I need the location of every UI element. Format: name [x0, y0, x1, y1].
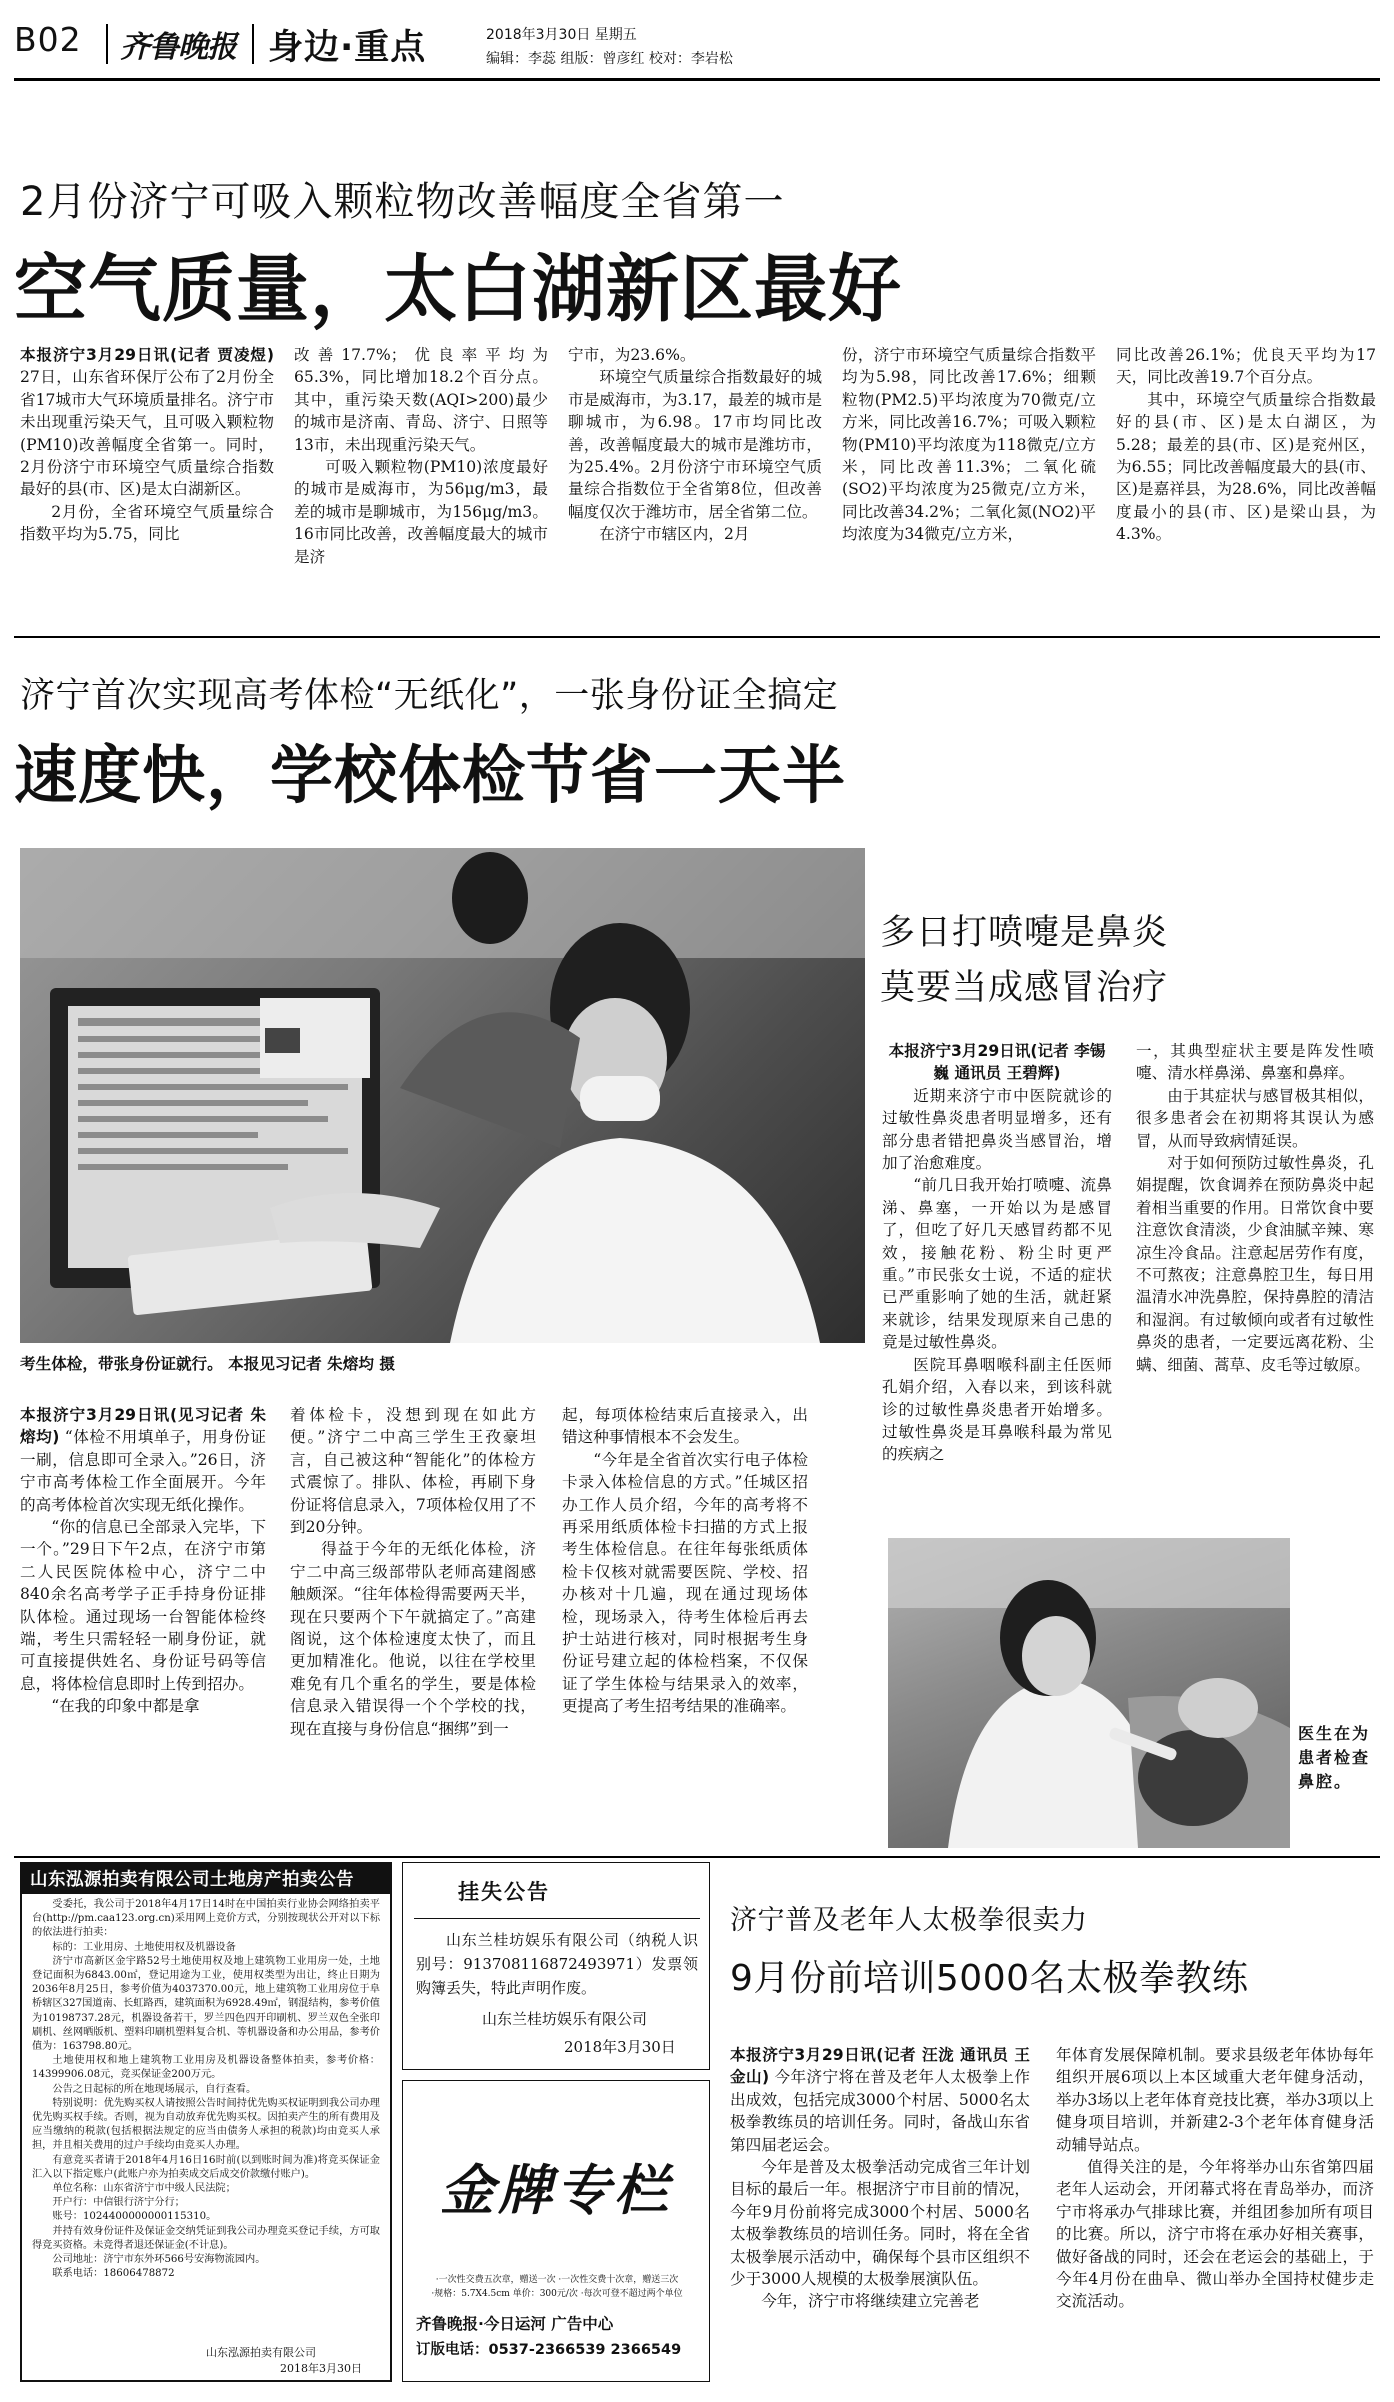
article2-byline: 本报济宁3月29日讯(见习记者 朱熔均) [20, 1406, 266, 1447]
article2-col2-p1: 着体检卡，没想到现在如此方便。”济宁二中高三学生王孜豪坦言，自己被这种“智能化”的体检方式震惊了。排队、体检，再刷下身份证将信息录入，7项体检仅用了不到20分钟。 [290, 1406, 536, 1537]
article3-col2-p3: 对于如何预防过敏性鼻炎，孔娟提醒，饮食调养在预防鼻炎中起着相当重要的作用。日常饮食中要注意饮食清淡，少食油腻辛辣、寒凉生冷食品。注意起居劳作有度，不可熬夜；注意鼻腔卫生，每日用温清水冲洗鼻腔，保持鼻腔的清洁和湿润。有过敏倾向或者有过敏性鼻炎的患者，一定要远离花粉、尘螨、细菌、蒿草、皮毛等过敏原。 [1136, 1154, 1374, 1374]
article3-col2-p1: 一，其典型症状主要是阵发性喷嚏、清水样鼻涕、鼻塞和鼻痒。 [1136, 1042, 1374, 1083]
article1-col4 [842, 344, 1096, 546]
auction-ad-p9: 账号：1024400000000115310。 [52, 2211, 217, 2223]
article4-col2 [1056, 2044, 1374, 2313]
article1-col4-p1: 份，济宁市环境空气质量综合指数平均为5.98，同比改善17.6%；细颗粒物(PM2.5)平均浓度为70微克/立方米，同比改善16.7%；可吸入颗粒物(PM10)平均浓度为118微克/立方米，同比改善11.3%；二氧化硫(SO2)平均浓度为25微克/立方米，同比改善34.2%；二氧化氮(NO2)平均浓度为34微克/立方米， [842, 346, 1096, 544]
article4-headline: 9月份前培训5000名太极拳教练 [730, 1958, 1249, 1999]
article2-subtitle: 济宁首次实现高考体检“无纸化”，一张身份证全搞定 [20, 676, 839, 716]
article2-photo [20, 848, 865, 1343]
article2-col3 [562, 1404, 808, 1718]
column-ad-phone: 订版电话：0537-2366539 2366549 [416, 2342, 682, 2358]
article1-col5-p1: 同比改善26.1%；优良天平均为17天，同比改善19.7个百分点。 [1116, 346, 1376, 387]
article2-col2 [290, 1404, 536, 1740]
article1-col2 [294, 344, 548, 568]
auction-ad-p6: 有意竞买者请于2018年4月16日16时前(以到账时间为准)将竞买保证金汇入以下指定账户(此账户亦为拍卖成交后成交价款缴付账户)。 [32, 2154, 380, 2180]
auction-ad-p1: 标的：工业用房、土地使用权及机器设备 [52, 1941, 236, 1953]
auction-ad-body [32, 1898, 380, 2281]
article2-col3-p2: “今年是全省首次实行电子体检卡录入体检信息的方式。”任城区招办工作人员介绍，今年的高考将不再采用纸质体检卡扫描的方式上报考生体检信息。在往年每张纸质体检卡仅核对就需要医院、学校、招办核对十几遍，现在通过现场体检，现场录入，待考生体检后再去护士站进行核对，同时根据考生身份证号建立起的体检档案，不仅保证了学生体检与结果录入的效率，更提高了考生招考结果的准确率。 [562, 1450, 808, 1716]
article3-col1-p3: 医院耳鼻咽喉科副主任医师孔娟介绍，入春以来，到该科就诊的过敏性鼻炎患者开始增多。过敏性鼻炎是耳鼻喉科最为常见的疾病之 [882, 1355, 1112, 1464]
article1-bottom-rule [14, 636, 1380, 638]
article2-headline: 速度快，学校体检节省一天半 [14, 739, 846, 812]
article4-col1 [730, 2044, 1030, 2313]
article3-photo-caption: 医生在为患者检查鼻腔。 [1298, 1724, 1371, 1791]
auction-ad-p5: 特别说明：优先购买权人请按照公告时间持优先购买权证明到我公司办理优先购买权手续。否则，视为自动放弃优先购买权。因拍卖产生的所有费用及应当缴纳的税款(包括根据法规定的应当由债务人承担的税款)均由竞买人承担，并且相关费用的过户手续均由竞买人办理。 [32, 2097, 380, 2152]
page-number: B02 [14, 20, 82, 59]
article4-col2-p2: 值得关注的是，今年将举办山东省第四届老年人运动会，开闭幕式将在青岛举办，而济宁市将承办气排球比赛，并组团参加所有项目的比赛。所以，济宁市将在承办好相关赛事，做好备战的同时，还会在老运会的基础上，于今年4月份在曲阜、微山举办全国持杖健步走交流活动。 [1056, 2158, 1374, 2311]
auction-ad-p0: 受委托，我公司于2018年4月17日14时在中国拍卖行业协会网络拍卖平台(http://pm.caa123.org.cn)采用网上竞价方式，分别按现状公开对以下标的依法进行拍卖： [32, 1899, 380, 1939]
auction-ad-date: 2018年3月30日 [280, 2362, 362, 2375]
paper-logo: 齐鲁晚报 [120, 30, 236, 65]
article2-photo-caption: 考生体检，带张身份证就行。 本报见习记者 朱熔均 摄 [20, 1355, 395, 1373]
article3-col1-p1: 近期来济宁市中医院就诊的过敏性鼻炎患者明显增多，还有部分患者错把鼻炎当感冒治，增加了治愈难度。 [882, 1086, 1112, 1173]
article1-col5-p2: 其中，环境空气质量综合指数最好的县(市、区)是太白湖区，为5.28；最差的县(市、区)是兖州区，为6.55；同比改善幅度最大的县(市、区)是嘉祥县，为28.6%，同比改善幅度最小的县(市、区)是梁山县，为4.3%。 [1116, 390, 1376, 544]
article2-photo-scene [20, 848, 865, 1343]
masthead-rule [14, 78, 1380, 81]
masthead-divider [106, 24, 108, 64]
article1-headline: 空气质量，太白湖新区最好 [14, 247, 902, 332]
article1-col2-p2: 可吸入颗粒物(PM10)浓度最好的城市是威海市，为56μg/m3，最差的城市是聊城市，为156μg/m3。16市同比改善，改善幅度最大的城市是济 [294, 458, 548, 566]
article2-col2-p2: 得益于今年的无纸化体检，济宁二中高三级部带队老师高建阁感触颇深。“往年体检得需要两天半，现在只要两个下午就搞定了。”高建阁说，这个体检速度太快了，而且更加精准化。他说，以往在学校里难免有几个重名的学生，要是体检信息录入错误得一个个学校的找，现在直接与身份信息“捆绑”到一 [290, 1540, 536, 1738]
auction-ad-p12: 联系电话：18606478872 [52, 2268, 175, 2280]
column-ad-smallprint-1: ·一次性交费五次章，赠送一次 ·一次性交费十次章，赠送三次 [435, 2275, 679, 2285]
article2-col1 [20, 1404, 266, 1718]
issue-date: 2018年3月30日 星期五 [486, 27, 637, 43]
lost-notice-body: 山东兰桂坊娱乐有限公司（纳税人识别号：913708116872493971）发票领购簿丢失，特此声明作废。 [416, 1931, 698, 1997]
auction-ad-p7: 单位名称：山东省济宁市中级人民法院； [52, 2183, 236, 2195]
article1-col1-p2: 2月份，全省环境空气质量综合指数平均为5.75，同比 [20, 502, 274, 544]
article1-col3-p3: 在济宁市辖区内，2月 [599, 525, 750, 544]
column-ad-publisher: 齐鲁晚报·今日运河 广告中心 [416, 2315, 614, 2333]
lost-notice-title: 挂失公告 [458, 1880, 550, 1904]
editors-line: 编辑：李蕊 组版：曾彦红 校对：李岩松 [486, 51, 733, 67]
column-ad-logo: 金牌专栏 [440, 2158, 672, 2222]
auction-ad-signature: 山东泓源拍卖有限公司 [206, 2346, 316, 2359]
article3-col1-p2: “前几日我开始打喷嚏、流鼻涕、鼻塞，一开始以为是感冒了，但吃了好几天感冒药都不见效，接触花粉、粉尘时更严重。”市民张女士说，不适的症状已严重影响了她的生活，就赶紧来就诊，结果发现原来自己患的竟是过敏性鼻炎。 [882, 1176, 1112, 1352]
masthead-divider-2 [252, 24, 254, 64]
article3-col1 [882, 1040, 1112, 1466]
article4-col1-p2: 今年是普及太极拳活动完成省三年计划目标的最后一年。根据济宁市目前的情况，今年9月份前将完成3000个村居、5000名太极拳教练员的培训任务。同时，将在全省太极拳展示活动中，确保每个县市区组织不少于3000人规模的太极拳展演队伍。 [730, 2158, 1030, 2289]
auction-ad-p4: 公告之日起标的所在地现场展示，自行查看。 [52, 2083, 257, 2095]
article3-headline-2: 莫要当成感冒治疗 [880, 968, 1169, 1008]
lost-notice-title-underline [414, 1918, 700, 1919]
article1-byline: 本报济宁3月29日讯(记者 贾凌煜) [20, 346, 274, 364]
auction-ad-p3: 土地使用权和地上建筑物工业用房及机器设备整体拍卖，参考价格：14399906.08元，竞买保证金200万元。 [32, 2055, 380, 2081]
article4-col2-p1: 年体育发展保障机制。要求县级老年体协每年组织开展6项以上本区域重大老年健身活动，举办3场以上老年体育竞技比赛，举办3项以上健身项目培训，并新建2-3个老年体育健身活动辅导站点。 [1056, 2046, 1374, 2154]
article1-col5 [1116, 344, 1376, 546]
article3-headline-1: 多日打喷嚏是鼻炎 [880, 913, 1169, 953]
article1-col1-p1: 27日，山东省环保厅公布了2月份全省17城市大气环境质量排名。济宁市未出现重污染天气，且可吸入颗粒物(PM10)改善幅度全省第一。同时，2月份济宁市环境空气质量综合指数最好的县(市、区)是太白湖新区。 [20, 368, 274, 499]
column-ad-box [402, 2080, 710, 2382]
article3-col2-p2: 由于其症状与感冒极其相似，很多患者会在初期将其误认为感冒，从而导致病情延误。 [1136, 1086, 1374, 1150]
article1-col3-p2: 环境空气质量综合指数最好的城市是威海市，为3.17，最差的城市是聊城市，为6.98。17市均同比改善，改善幅度最大的城市是潍坊市，为25.4%。2月份济宁市环境空气质量综合指数位于全省第8位，但改善幅度仅次于潍坊市，居全省第二位。 [568, 368, 822, 521]
article1-subtitle: 2月份济宁可吸入颗粒物改善幅度全省第一 [20, 179, 785, 225]
article3-photo [888, 1538, 1290, 1848]
lost-notice-date: 2018年3月30日 [564, 2038, 676, 2056]
bottom-section-rule [14, 1856, 1380, 1858]
article2-col1-p2: “你的信息已全部录入完毕，下一个。”29日下午2点，在济宁市第二人民医院体检中心，济宁二中840余名高考学子正手持身份证排队体检。通过现场一台智能体检终端，考生只需轻轻一刷身份证，就可直接提供姓名、身份证号码等信息，将体检信息即时上传到招办。 [20, 1518, 266, 1693]
article3-photo-scene [888, 1538, 1290, 1848]
auction-ad-p8: 开户行：中信银行济宁分行； [52, 2197, 185, 2209]
auction-ad-title: 山东泓源拍卖有限公司土地房产拍卖公告 [30, 1870, 354, 1890]
article2-col1-p1: “体检不用填单子，用身份证一刷，信息即可全录入。”26日，济宁市高考体检工作全面展开。今年的高考体检首次实现无纸化操作。 [20, 1428, 266, 1514]
column-ad-smallprint-2: ·规格：5.7X4.5cm 单价：300元/次 ·每次可登不超过两个单位 [431, 2289, 683, 2299]
article1-col3-p1: 宁市，为23.6%。 [568, 346, 696, 364]
auction-ad-p10: 并持有效身份证件及保证金交纳凭证到我公司办理竞买登记手续，方可取得竞买资格。未竞得者退还保证金(不计息)。 [32, 2225, 380, 2251]
article4-col1-p1: 今年济宁将在普及老年人太极拳上作出成效，包括完成3000个村居、5000名太极拳教练员的培训任务。同时，备战山东省第四届老运会。 [730, 2068, 1030, 2154]
article4-byline: 本报济宁3月29日讯(记者 汪泷 通讯员 王金山) [730, 2046, 1030, 2087]
article1-col3 [568, 344, 822, 546]
article1-col2-p1: 改善17.7%；优良率平均为65.3%，同比增加18.2个百分点。其中，重污染天数(AQI>200)最少的城市是济南、青岛、济宁、日照等13市，未出现重污染天气。 [294, 346, 548, 454]
lost-notice-signature: 山东兰桂坊娱乐有限公司 [482, 2010, 648, 2028]
auction-ad-p2: 济宁市高新区金宇路52号土地使用权及地上建筑物工业用房一处，土地登记面积为6843.00㎡，登记用途为工业，使用权类型为出让，终止日期为2036年8月25日，参考价值为4037370.00元，地上建筑物工业用房位于阜桥辖区327国道南、长虹路西，建筑面积为6928.49㎡，钢混结构，参考价值为10198737.28元，机器设备若干，罗兰四色四开印刷机、罗兰双色全张印刷机、丝网晒版机、塑料印刷机塑料复合机、等机器设备和办公用品，参考价值为：163798.80元。 [32, 1955, 380, 2053]
article1-col1 [20, 344, 274, 546]
article3-col2 [1136, 1040, 1374, 1376]
article4-col1-p3: 今年，济宁市将继续建立完善老 [761, 2292, 980, 2311]
auction-ad-p11: 公司地址：济宁市东外环566号安海物流园内。 [52, 2254, 266, 2266]
article4-subtitle: 济宁普及老年人太极拳很卖力 [730, 1905, 1088, 1936]
article2-col3-p1: 起，每项体检结束后直接录入，出错这种事情根本不会发生。 [562, 1406, 808, 1447]
article2-col1-p3: “在我的印象中都是拿 [51, 1697, 200, 1716]
section-title: 身边·重点 [268, 28, 427, 68]
article3-byline: 本报济宁3月29日讯(记者 李锡巍 通讯员 王碧辉) [888, 1042, 1106, 1083]
